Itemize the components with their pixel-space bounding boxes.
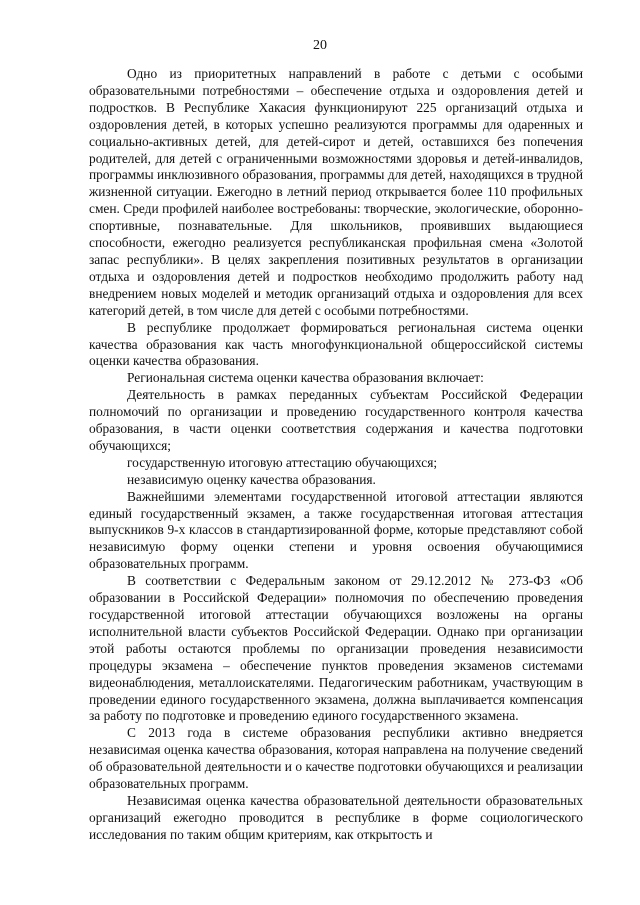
paragraph: В соответствии с Федеральным законом от 29.12.2012 № 273-ФЗ «Об образовании в Российской Федерации» полномочия по обеспечению проведения государственной итоговой аттестации обучающихся возложены на органы исполнительной власти субъектов Российской Федерации. Однако при организации этой работы остаются проблемы по организации проведения независимости процедуры экзамена – обеспечение пунктов проведения экзаменов системами видеонаблюдения, металлоискателями. Педагогическим работникам, участвующим в проведении единого государственного экзамена, должна выплачивается компенсация за работу по подготовке и проведению единого государственного экзамена. xyxy=(89,573,583,724)
paragraph: Независимая оценка качества образовательной деятельности образовательных организаций ежегодно проводится в республике в форме социологического исследования по таким общим критериям, как открытость и xyxy=(89,792,583,842)
paragraph: В республике продолжает формироваться региональная система оценки качества образования как часть многофункциональной общероссийской системы оценки качества образования. xyxy=(89,319,583,369)
paragraph: независимую оценку качества образования. xyxy=(127,471,376,487)
paragraph: государственную итоговую аттестацию обучающихся; xyxy=(127,454,438,470)
paragraph: Региональная система оценки качества образования включает: xyxy=(127,370,484,386)
paragraph: Одно из приоритетных направлений в работе с детьми с особыми образовательными потребностями – обеспечение отдыха и оздоровления детей и подростков. В Республике Хакасия функционируют 225 организаций отдыха и оздоровления детей, в которых успешно реализуются программы для одаренных и социально-активных детей, для детей-сирот и детей, оставшихся без попечения родителей, для детей с ограниченными возможностями здоровья и детей-инвалидов, программы инклюзивного образования, программы для детей, находящихся в трудной жизненной ситуации. Ежегодно в летний период открывается более 110 профильных смен. Среди профилей наиболее востребованы: творческие, экологические, оборонно-спортивные, познавательные. Для школьников, проявивших выдающиеся способности, ежегодно реализуется республиканская профильная смена «Золотой запас республики». В целях закрепления позитивных результатов в организации отдыха и оздоровления детей и подростков необходимо продолжить работу над внедрением новых моделей и методик организаций отдыха и оздоровления для всех категорий детей, в том числе для детей с особыми потребностями. xyxy=(89,66,583,318)
page-number: 20 xyxy=(313,38,327,53)
paragraph: С 2013 года в системе образования республики активно внедряется независимая оценка качества образования, которая направлена на получение сведений об образовательной деятельности и о качестве подготовки обучающихся и реализации образовательных программ. xyxy=(89,725,583,792)
body-text xyxy=(89,66,583,844)
paragraph: Важнейшими элементами государственной итоговой аттестации являются единый государственный экзамен, а также государственная итоговая аттестация выпускников 9-х классов в стандартизированной форме, которые представляют собой независимую форму оценки степени и уровня освоения обучающимися образовательных программ. xyxy=(89,488,583,572)
paragraph: Деятельность в рамках переданных субъектам Российской Федерации полномочий по организации и проведению государственного контроля качества образования, в части оценки соответствия содержания и качества подготовки обучающихся; xyxy=(89,387,583,453)
